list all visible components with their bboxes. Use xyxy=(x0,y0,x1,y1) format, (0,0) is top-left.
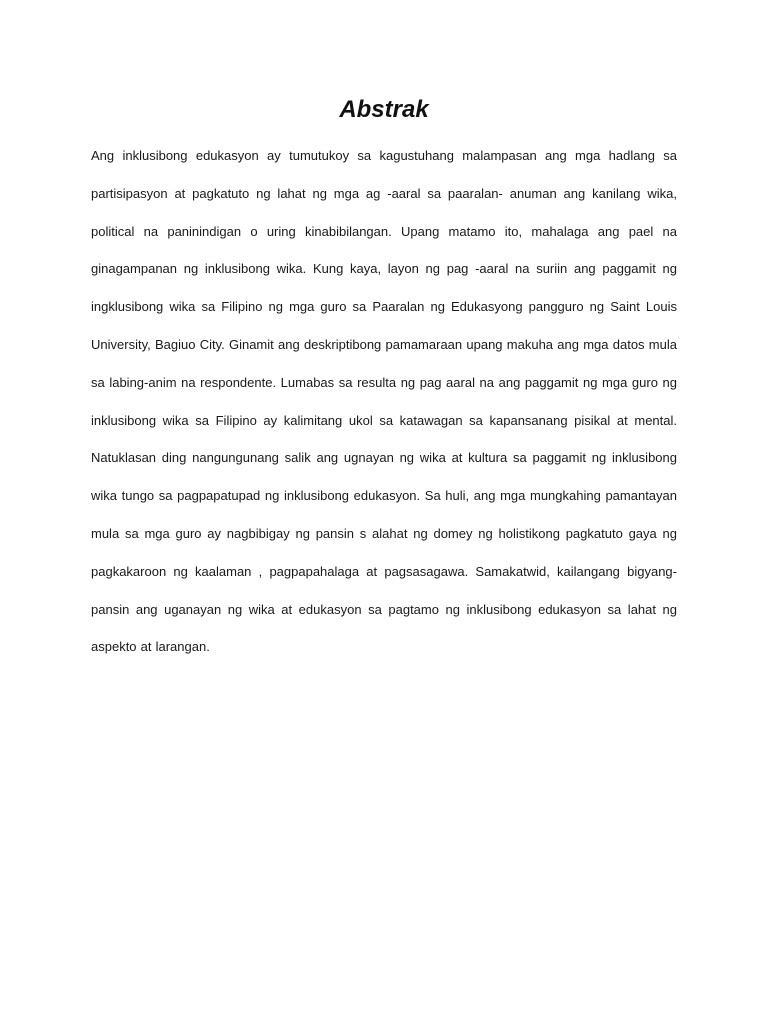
abstract-paragraph: Ang inklusibong edukasyon ay tumutukoy sa kagustuhang malampasan ang mga hadlang sa partisipasyon at pagkatuto ng lahat ng mga ag -aaral sa paaralan- anuman ang kanilang wika, political na paninindigan o uring kinabibilangan. Upang matamo ito, mahalaga ang pael na ginagampanan ng inklusibong wika. Kung kaya, layon ng pag -aaral na suriin ang paggamit ng ingklusibong wika sa Filipino ng mga guro sa Paaralan ng Edukasyong pangguro ng Saint Louis University, Bagiuo City. Ginamit ang deskriptibong pamamaraan upang makuha ang mga datos mula sa labing-anim na respondente. Lumabas sa resulta ng pag aaral na ang paggamit ng mga guro ng inklusibong wika sa Filipino ay kalimitang ukol sa katawagan sa kapansanang pisikal at mental. Natuklasan ding nangungunang salik ang ugnayan ng wika at kultura sa paggamit ng inklusibong wika tungo sa pagpapatupad ng inklusibong edukasyon. Sa huli, ang mga mungkahing pamantayan mula sa mga guro ay nagbibigay ng pansin s alahat ng domey ng holistikong pagkatuto gaya ng pagkakaroon ng kaalaman , pagpapahalaga at pagsasagawa. Samakatwid, kailangang bigyang-pansin ang uganayan ng wika at edukasyon sa pagtamo ng inklusibong edukasyon sa lahat ng aspekto at larangan. xyxy=(91,148,677,655)
page-title: Abstrak xyxy=(339,96,429,123)
